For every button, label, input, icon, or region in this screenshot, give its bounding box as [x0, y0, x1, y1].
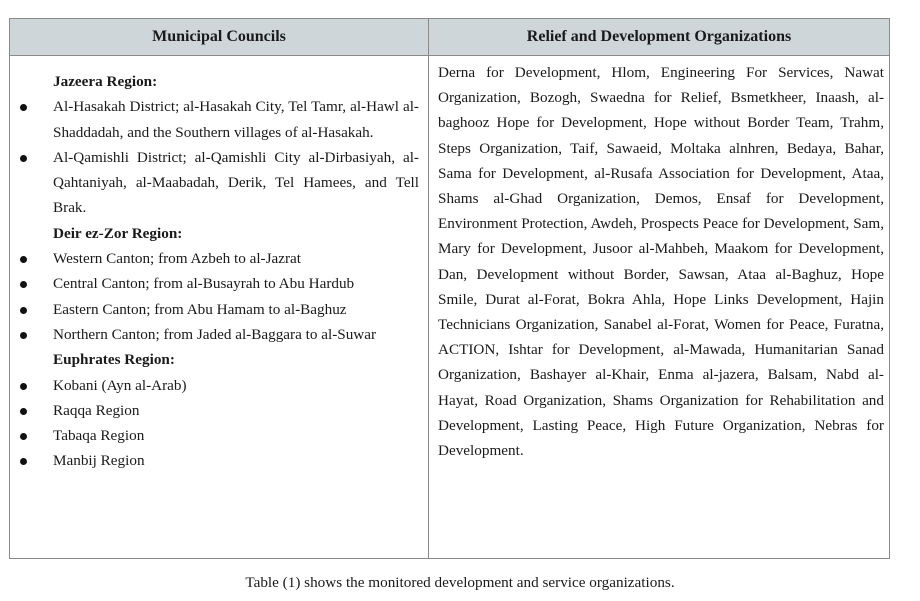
list-item-text: Al-Hasakah District; al-Hasakah City, Tel Tamr, al-Hawl al-Shaddadah, and the Southern villages of al-Hasakah.: [53, 98, 419, 141]
list-item-text: Eastern Canton; from Abu Hamam to al-Baghuz: [53, 300, 347, 318]
list-item: [10, 246, 428, 271]
bullet-icon: [20, 433, 27, 440]
list-item-text: Al-Qamishli District; al-Qamishli City al-Dirbasiyah, al-Qahtaniyah, al-Maabadah, Derik, Tel Hamees, and Tell Brak.: [53, 148, 419, 217]
municipal-councils-cell: [10, 56, 428, 474]
table-header-row: [10, 19, 889, 56]
bullet-icon: [20, 104, 27, 111]
list-item: [10, 145, 428, 221]
list-item-text: Kobani (Ayn al-Arab): [53, 376, 187, 394]
list-item: [10, 322, 428, 347]
bullet-icon: [20, 256, 27, 263]
region-heading-euphrates: Euphrates Region:: [53, 351, 175, 369]
column-divider: [428, 19, 429, 558]
list-item-text: Central Canton; from al-Busayrah to Abu Hardub: [53, 275, 355, 293]
header-relief-organizations: Relief and Development Organizations: [526, 28, 792, 45]
list-item: [10, 297, 428, 322]
list-item: [10, 373, 428, 398]
bullet-icon: [20, 458, 27, 465]
list-item: [10, 271, 428, 296]
list-item-text: Northern Canton; from Jaded al-Baggara to al-Suwar: [53, 325, 377, 343]
list-item: [10, 448, 428, 473]
region-heading-jazeera: Jazeera Region:: [53, 73, 158, 90]
list-item-text: Raqqa Region: [53, 401, 140, 419]
bullet-icon: [20, 408, 27, 415]
table-caption: Table (1) shows the monitored development and service organizations.: [245, 574, 675, 591]
list-item-text: Tabaqa Region: [53, 427, 145, 445]
list-item-text: Manbij Region: [53, 452, 145, 470]
organizations-list-cell: Derna for Development, Hlom, Engineering For Services, Nawat Organization, Bozogh, Swaedna for Relief, Bsmetkheer, Inaash, al-baghooz Hope for Development, Hope without Border Team, Trahm, Steps Organization, Taif, Sawaeid, Moltaka alnhren, Bedaya, Bahar, Sama for Development, al-Rusafa Association for Development, Ataa, Shams al-Ghad Organization, Demos, Ensaf for Development, Environment Protection, Awdeh, Prospects Peace for Development, Sam, Mary for Development, Jusoor al-Mahbeh, Maakom for Development, Dan, Development without Border, Sawsan, Ataa al-Baghuz, Hope Smile, Durat al-Forat, Bokra Ahla, Hope Links Development, Hajin Technicians Organization, Sanabel al-Forat, Women for Peace, Furatna, ACTION, Ishtar for Development, al-Mawada, Humanitarian Sanad Organization, Bashayer al-Khair, Enma al-jazera, Balsam, Nabd al-Hayat, Road Organization, Shams Organization for Rehabilitation and Development, Lasting Peace, High Future Organization, Nebras for Development.: [438, 64, 884, 460]
organizations-table: [9, 18, 890, 559]
bullet-icon: [20, 383, 27, 390]
list-item: [10, 398, 428, 423]
region-heading-deir-ez-zor: Deir ez-Zor Region:: [53, 224, 183, 242]
header-municipal-councils: Municipal Councils: [152, 28, 286, 45]
list-item: [10, 423, 428, 448]
bullet-icon: [20, 281, 27, 288]
bullet-icon: [20, 332, 27, 339]
list-item: [10, 94, 428, 145]
bullet-icon: [20, 307, 27, 314]
list-item-text: Western Canton; from Azbeh to al-Jazrat: [53, 250, 302, 268]
bullet-icon: [20, 155, 27, 162]
